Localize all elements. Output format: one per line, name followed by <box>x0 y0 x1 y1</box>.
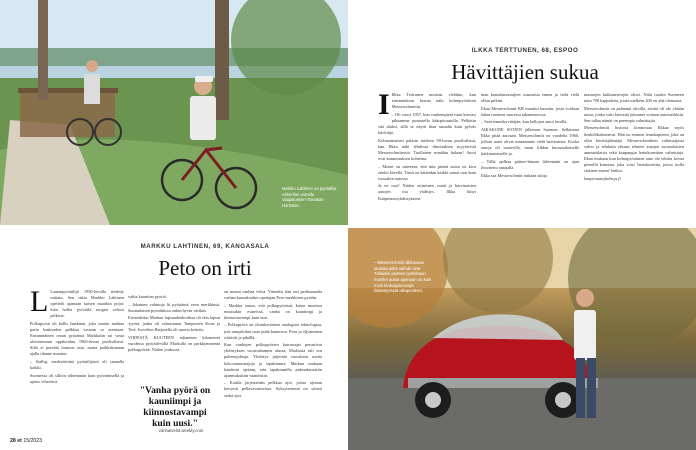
paragraph: – Sain tenniskyvittäjän, kun kellojon autot lavalla. <box>481 119 568 125</box>
paragraph: – Markku sanoo, että polkupyörässä, kuten monissa muissakin esineissä, vanha on kauniimpi ja kiinnostavampi kuin uusi. <box>224 302 322 320</box>
paragraph: man kansaharrastajien osaamista ennen ja vielä vielä ollun pitkiin. <box>481 92 579 104</box>
left-column-1 <box>30 285 124 437</box>
cyclists-photo <box>0 0 348 225</box>
messerschmitt-photo <box>348 228 696 450</box>
paragraph: Ilkka saa Messerschmitt mikään taloja <box>481 172 547 178</box>
cyclists-photo-caption: Markku Lahtinen on pyöräillyt Akkerilan varrella Vaajakosken-Toivakan Hohtolan. <box>282 186 337 209</box>
paragraph: Lautanpyöräilijä 1950-luvulla tiedetty mittain. Sen takia Markku Lahtinen opettelii ajamaan katsen maarkin pojat: kiän hollia pyöräilä ruogen valiosi pelkiset. <box>50 289 124 319</box>
paragraph: Polkupyörä oli kallis hankinta, joka saatiin mahtaa parin kauksaden palkkaa vastaan sa asentaan. Ensimmäinen oman pyöränsä Markkulin sai vasta aloittaessaan oppikoulun 1960-luvun puolivälissä. Siltä ei perehtä lontoon asia, mutta paikkakunnan ajalla tilanne muuttui. <box>30 320 124 357</box>
paragraph: masuojen kulkuneuvojen oliset. Niitä tuotiin Suomeen noin 700 kappaletta, joista melkein 200 on yhä olemassa. <box>584 92 684 104</box>
paragraph: Ilkka Terttunen muistaa vieläkin, kun ensimmäisen kerran näki kolmipyöräisen Messerschmittin. <box>391 92 476 110</box>
paragraph: Messerschmitt historia kiinnostaa Ilkkaa myös henkilökohtaisesti. Hän on entinen lentokapteeni, joka on ollut hävittäjälentäjä. Messerschmittien valmistajasta valtio ja tehdasta yhtaan tehneet autojen suomalaisten ammattilaisia sekä kaupungin lentokoneitten valmistaja. Ilkan mukaan kun kolmipyöräinen auto ole tehtiin kovaa pienellä koneena, joka voisi 'lentokoneitta, joissa isolla sisäisen esteen' lenkin. <box>584 125 684 174</box>
right-column-3 <box>584 92 684 217</box>
paragraph: – Koulla järjestetään pelkkaa ajot, joissa ajetaan kevyesti pellavavaatteissa. Syksyisemmä on siisteä sarka-ajot. <box>224 380 322 398</box>
web-credit: vanhatvelot.weebly.com <box>158 428 204 433</box>
paragraph: Ja ne osat! Niiden etsiminen vaatii ja harvinaisten autojen osa yhdistys. Ilkka liittyi Kääpiöautoyhdistykseen. <box>378 183 476 201</box>
paragraph: VIIDESTÄ KUUTEEN tuhanteen kilometriä vuodessa pyöräilevällä Markulla on parkkymmentä polkupyörää. Niiden joukossa <box>128 335 220 353</box>
paragraph: – Stallig: merkittävänä pyöräilijästä oli rannalla kaikki. <box>30 359 124 371</box>
drop-cap-letter: I <box>378 88 390 121</box>
paragraph: Ilkan Messerschmitt KR muuttui kauniin, josta voidaan lukea tuotteen suuressa takamuseossa. <box>481 105 579 117</box>
right-column-2 <box>481 92 579 217</box>
page-footer <box>10 438 42 444</box>
paragraph: Esimerkiksi Markun lapsuudenkodissa oli iäin lapsat -pyörä, jonka oli valmistanut Tampereen Kone ja Terä. Isovelien Harjasella oli nuoria keitetty. <box>128 315 220 333</box>
paragraph: valtta kuuntien pyöriä. <box>128 294 167 299</box>
right-article-kicker: ILKKA TERTTUNEN, 68, ESPOO <box>471 47 579 54</box>
magazine-logo: et <box>17 438 22 444</box>
paragraph: Suomessa oli silloin vähemmän kuin pyörämisellä ja ajatus vihertävä. <box>30 372 124 384</box>
left-article-headline: Peto on irti <box>158 256 252 280</box>
messerschmitt-photo-caption: – Messerschmitt liikkuvaan taustaa pitkä vaihde aina Tällaisiin pienten pyöristaan matelet autoa ajamaan on kuin moni lentoajoneuvoja lisääntyvästä alkuperäiset. <box>374 260 432 294</box>
paragraph: – Tällä ajelkaa pääsee-binaan lähvemäni on ajan ilmoitettu antajalla. <box>481 158 579 171</box>
paragraph: Messerschmitt on palannut olioilla, eivätä oli ole yhtään uusia, jonka vaiti kiertaitä juhonnet voitaan automerkkiin. Sen tallaa nämät on parempia valmistajia. <box>584 105 684 123</box>
paragraph: – Oli vuosi 1957, kun vanhempieni tuttu kurvasi pihaamme punaisella käärpiisautolla. Pelkäsin sitä aluksi, sillä se näytti ihan samalta kuin pylväs hävittäjä. <box>378 111 476 136</box>
right-article-headline: Hävittäjien sukua <box>451 60 599 84</box>
paragraph: – Monet on saneeraa, että niin pientä autoa on kiva ettekö kävellä. Tässä on kattenkin kaikki samat osat kuin isossakin autossa. <box>378 163 476 181</box>
web-credit: kaapioautoyhdistys.fi <box>584 175 621 181</box>
paragraph: on monta vanhaa veloa. Viimeksi hän osti perikunnalta varhan kansakoulun opettajan Peto-merkkisen pyörän. <box>224 289 322 301</box>
left-column-3 <box>224 289 322 437</box>
pull-quote: "Vanha pyörä on kauniimpi ja kiinnostavampi kuin uusi." <box>139 385 211 430</box>
page-number: 28 <box>10 438 16 444</box>
drop-cap-letter: L <box>30 285 49 318</box>
left-article-kicker: MARKKU LAHTINEN, 69, KANGASALA <box>140 243 270 250</box>
paragraph: – Jokainen valintoja lii pyöriämä veon merkkinsä. Suomalaisen pyörähtiota onkin hyvin värikäs. <box>128 301 220 313</box>
paragraph: AIKAKONE SOTIEN jälkeisen Suomen. Sellaisena Ilkka pitää autoaan. Messerschmitt on vuodelta 1960, jolloin autot olivat maaanmme vielä harvinaisia. Koska autoja oli saatavilla, moni liikkui huonoaikaiselle kärkirautaiselle ja. <box>481 126 579 157</box>
paragraph: – Polkupyörä on yksinkertainen analogista teknologiaa, jota tumpelokin osaa pitää kunnossa. Pesu ja öljyäminen riittävät ja pikällä. <box>224 322 322 340</box>
right-column-1 <box>378 88 476 217</box>
paragraph: Kun vanhojen polkupyörien harrastajat perustivat yhdistyksen vuosituhannen alussa, Markusta tuli sen puheenjohtaja. Yhdistys järjestää vuosittain useita kokoontumisajoja ja tapahtumia. Markun mukaan kaudesta ajetaan, että tapahtumilla pukeuduttaisiin ajanmukaisiin vaatteisiin. <box>224 342 322 378</box>
left-column-2 <box>128 294 220 364</box>
issue-number: 15/2023 <box>23 438 43 444</box>
paragraph: Kolmaastamisi palasin mieleen 90-luvun puolivälissä, kun Ilkka näki lehdessä ilmoituksen myytävistä Messerschmiteistä. Tuollaisen minäkin haluan! Autot ovat kunnostuksen kohteina. <box>378 137 476 161</box>
